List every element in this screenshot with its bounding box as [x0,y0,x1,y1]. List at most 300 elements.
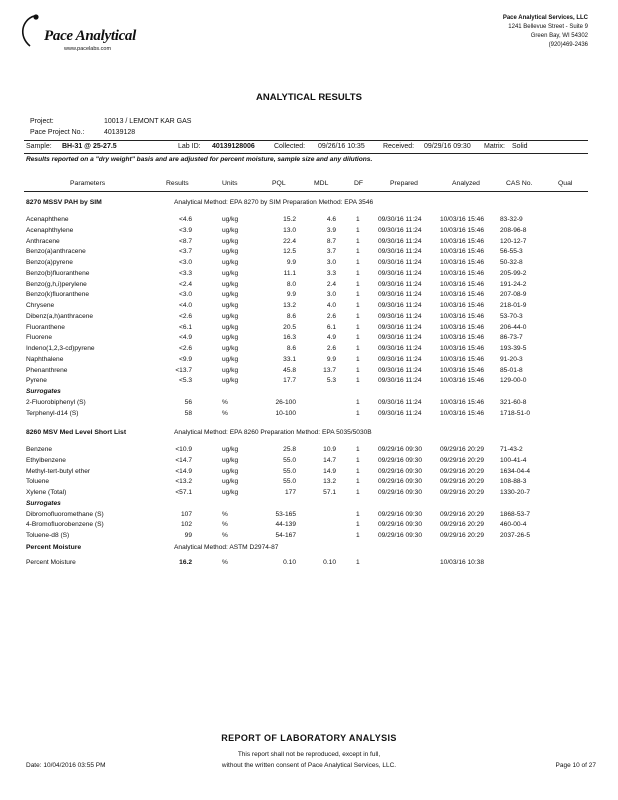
cell-prepared: 09/29/16 09:30 [378,456,422,464]
cell-prepared: 09/30/16 11:24 [378,398,422,406]
table-row [0,259,618,269]
report-date: Date: 10/04/2016 03:55 PM [26,762,106,769]
received-value: 09/29/16 09:30 [424,143,471,150]
cell-cas: 321-60-8 [500,398,527,406]
cell-parameter: Benzo(b)fluoranthene [26,269,90,277]
cell-result: 102 [180,521,192,529]
col-parameters: Parameters [70,180,106,187]
cell-pql: 8.0 [286,280,296,288]
cell-units: ug/kg [222,216,239,223]
cell-units: ug/kg [222,302,239,309]
lab-city: Green Bay, WI 54302 [530,33,588,39]
col-df: DF [354,180,364,187]
cell-df: 1 [356,398,360,406]
cell-units: % [222,409,228,417]
cell-parameter: Surrogates [26,499,61,507]
lab-logo [22,22,142,58]
cell-cas: 1868-53-7 [500,510,531,518]
cell-pql: 9.9 [286,259,296,266]
cell-parameter: Benzo(g,h,i)perylene [26,280,87,288]
cell-result: <2.6 [178,312,192,320]
cell-cas: 207-08-9 [500,291,527,299]
cell-parameter: 2-Fluorobiphenyl (S) [26,398,86,406]
cell-cas: 2037-26-5 [500,532,531,539]
cell-cas: 83-32-9 [500,216,523,223]
cell-result: <3.9 [178,226,192,234]
table-row [0,238,618,248]
col-results: Results [166,180,189,187]
footer-line1: This report shall not be reproduced, except in full, [237,751,381,758]
cell-units: % [222,510,228,518]
cell-pql: 22.4 [283,237,296,245]
cell-analyzed: 10/03/16 15:46 [440,269,484,277]
cell-analyzed: 10/03/16 15:46 [440,334,484,342]
cell-prepared: 09/30/16 11:24 [378,334,422,342]
cell-cas: 71-43-2 [500,446,523,453]
section-header [0,429,618,439]
cell-parameter: Acenaphthene [26,216,69,223]
cell-units: ug/kg [222,478,239,486]
cell-result: <57.1 [175,489,192,496]
cell-result: <10.9 [175,446,192,453]
cell-prepared: 09/29/16 09:30 [378,478,422,486]
cell-parameter: Fluoranthene [26,323,65,331]
cell-parameter: Fluorene [26,334,53,342]
table-row [0,457,618,467]
cell-analyzed: 10/03/16 15:46 [440,355,484,363]
logo-url: www.pacelabs.com [64,46,112,52]
col-qual: Qual [558,180,573,187]
cell-prepared: 09/30/16 11:24 [378,259,422,266]
cell-mdl: 9.9 [326,355,336,363]
cell-parameter: Ethylbenzene [26,456,66,464]
cell-mdl: 13.7 [323,366,336,374]
cell-parameter: Dibromofluoromethane (S) [26,510,104,518]
cell-mdl: 5.3 [326,377,336,385]
cell-cas: 205-99-2 [500,269,527,277]
cell-result: <3.0 [178,291,192,299]
footer-title: REPORT OF LABORATORY ANALYSIS [221,733,397,743]
cell-cas: 1718-51-0 [500,409,531,417]
cell-pql: 26-100 [275,398,296,406]
cell-cas: 56-55-3 [500,248,523,256]
col-mdl: MDL [314,180,329,187]
cell-mdl: 14.9 [323,467,336,475]
cell-cas: 50-32-8 [500,259,523,266]
cell-df: 1 [356,366,360,374]
cell-df: 1 [356,377,360,385]
cell-mdl: 13.2 [323,478,336,486]
cell-mdl: 8.7 [326,237,336,245]
cell-cas: 206-44-0 [500,323,527,331]
table-row [0,478,618,488]
col-pql: PQL [272,180,286,187]
table-row [0,356,618,366]
cell-analyzed: 10/03/16 10:38 [440,559,484,566]
cell-pql: 54-167 [275,532,296,539]
cell-mdl: 2.6 [326,345,336,352]
cell-mdl: 2.6 [326,312,336,320]
table-row [0,345,618,355]
cell-prepared: 09/30/16 11:24 [378,377,422,385]
cell-units: ug/kg [222,355,239,363]
table-row [0,559,618,569]
cell-parameter: Pyrene [26,377,47,385]
cell-cas: 120-12-7 [500,237,527,245]
cell-prepared: 09/30/16 11:24 [378,269,422,277]
cell-result: <3.0 [178,259,192,266]
section-method: Analytical Method: EPA 8270 by SIM Preparation Method: EPA 3546 [174,199,374,206]
cell-pql: 20.5 [283,323,296,331]
cell-pql: 53-165 [275,510,296,518]
lab-name: Pace Analytical Services, LLC [502,15,588,21]
cell-mdl: 3.0 [326,291,336,299]
cell-mdl: 14.7 [323,456,336,464]
cell-mdl: 6.1 [326,323,336,331]
cell-prepared: 09/30/16 11:24 [378,323,422,331]
cell-parameter: Benzo(a)pyrene [26,259,73,266]
cell-units: ug/kg [222,323,239,331]
cell-prepared: 09/30/16 11:24 [378,366,422,374]
cell-prepared: 09/29/16 09:30 [378,510,422,518]
cell-mdl: 3.9 [326,226,336,234]
table-row [0,248,618,258]
table-row [0,388,618,398]
cell-analyzed: 10/03/16 15:46 [440,280,484,288]
sample-value: BH-31 @ 25-27.5 [62,143,117,150]
table-row [0,216,618,226]
table-row [0,511,618,521]
cell-parameter: Anthracene [26,237,60,245]
cell-units: ug/kg [222,334,239,342]
cell-pql: 15.2 [283,216,296,223]
table-row [0,227,618,237]
cell-df: 1 [356,489,360,496]
cell-units: % [222,559,228,566]
cell-df: 1 [356,226,360,234]
section-method: Analytical Method: ASTM D2974-87 [174,544,279,551]
cell-prepared: 09/30/16 11:24 [378,248,422,256]
cell-prepared: 09/29/16 09:30 [378,467,422,475]
lab-address [503,14,588,50]
cell-df: 1 [356,345,360,352]
cell-df: 1 [356,334,360,342]
cell-analyzed: 10/03/16 15:46 [440,377,484,385]
cell-prepared: 09/30/16 11:24 [378,312,422,320]
cell-pql: 55.0 [283,467,296,475]
cell-df: 1 [356,446,360,453]
cell-parameter: Terphenyl-d14 (S) [26,409,79,417]
cell-mdl: 2.4 [326,280,336,288]
cell-df: 1 [356,259,360,266]
table-row [0,399,618,409]
cell-df: 1 [356,291,360,299]
cell-parameter: Chrysene [26,302,55,309]
cell-pql: 16.3 [283,334,296,342]
cell-units: ug/kg [222,366,239,374]
collected-value: 09/26/16 10:35 [318,143,365,150]
cell-analyzed: 09/29/16 20:29 [440,532,484,539]
cell-analyzed: 10/03/16 15:46 [440,345,484,352]
cell-prepared: 09/29/16 09:30 [378,489,422,496]
table-row [0,468,618,478]
sample-label: Sample: [26,143,52,150]
cell-units: ug/kg [222,269,239,277]
cell-result: <3.7 [178,248,192,256]
cell-result: 99 [184,532,192,539]
cell-parameter: Toluene [26,478,50,486]
cell-prepared: 09/30/16 11:24 [378,355,422,363]
lab-phone: (920)469-2436 [548,42,588,48]
cell-mdl: 10.9 [323,446,336,453]
cell-analyzed: 09/29/16 20:29 [440,489,484,496]
page-number: Page 10 of 27 [555,762,596,769]
cell-mdl: 4.0 [326,302,336,309]
cell-df: 1 [356,559,360,566]
cell-analyzed: 09/29/16 20:29 [440,446,484,453]
table-row [0,313,618,323]
cell-cas: 1330-20-7 [500,489,531,496]
divider [24,153,588,154]
cell-analyzed: 10/03/16 15:46 [440,226,484,234]
logo-text: Pace Analytical [44,28,137,44]
footer-line2: without the written consent of Pace Analytical Services, LLC. [221,762,397,769]
cell-result: <13.7 [175,366,192,374]
cell-result: <8.7 [178,237,192,245]
cell-df: 1 [356,248,360,256]
cell-cas: 129-00-0 [500,377,527,385]
cell-analyzed: 10/03/16 15:46 [440,248,484,256]
cell-df: 1 [356,467,360,475]
cell-units: ug/kg [222,226,239,234]
cell-pql: 177 [284,489,296,496]
report-title: ANALYTICAL RESULTS [256,92,362,103]
cell-prepared: 09/29/16 09:30 [378,446,422,453]
cell-result: <4.0 [178,302,192,309]
cell-prepared: 09/30/16 11:24 [378,226,422,234]
cell-pql: 8.6 [286,312,296,320]
cell-df: 1 [356,355,360,363]
cell-parameter: Benzo(a)anthracene [26,248,86,256]
cell-pql: 9.9 [286,291,296,299]
section-method: Analytical Method: EPA 8260 Preparation Method: EPA 5035/5030B [174,429,372,436]
table-header [0,180,618,190]
cell-parameter: 4-Bromofluorobenzene (S) [26,521,104,529]
cell-cas: 85-01-8 [500,366,523,374]
cell-prepared: 09/30/16 11:24 [378,237,422,245]
table-row [0,377,618,387]
cell-cas: 191-24-2 [500,280,527,288]
cell-parameter: Surrogates [26,388,61,395]
cell-pql: 44-139 [275,521,296,529]
cell-prepared: 09/30/16 11:24 [378,409,422,417]
cell-parameter: Benzo(k)fluoranthene [26,291,90,299]
cell-pql: 8.6 [286,345,296,352]
table-row [0,367,618,377]
cell-analyzed: 10/03/16 15:46 [440,259,484,266]
cell-parameter: Xylene (Total) [26,489,67,496]
cell-df: 1 [356,280,360,288]
cell-df: 1 [356,456,360,464]
table-row [0,291,618,301]
cell-result: 56 [184,398,192,406]
cell-units: % [222,521,228,529]
cell-cas: 86-73-7 [500,334,523,342]
matrix-value: Solid [512,143,528,150]
project-label: Project: [30,118,54,125]
cell-units: ug/kg [222,259,239,266]
table-row [0,324,618,334]
cell-units: ug/kg [222,446,239,453]
cell-df: 1 [356,532,360,539]
table-row [0,302,618,312]
cell-units: % [222,398,228,406]
cell-analyzed: 10/03/16 15:46 [440,323,484,331]
cell-mdl: 3.3 [326,269,336,277]
cell-mdl: 4.6 [326,216,336,223]
cell-analyzed: 10/03/16 15:46 [440,409,484,417]
cell-units: ug/kg [222,291,239,299]
cell-pql: 55.0 [283,478,296,486]
pace-project-value: 40139128 [104,129,136,136]
cell-parameter: Percent Moisture [26,559,76,566]
matrix-label: Matrix: [484,143,505,150]
cell-prepared: 09/29/16 09:30 [378,521,422,529]
cell-result: <4.6 [178,216,192,223]
lab-street: 1241 Bellevue Street - Suite 9 [508,24,588,30]
cell-cas: 193-39-5 [500,345,527,352]
cell-mdl: 57.1 [323,489,336,496]
cell-result: <14.7 [175,456,192,464]
cell-analyzed: 10/03/16 15:46 [440,291,484,299]
cell-analyzed: 10/03/16 15:46 [440,366,484,374]
received-label: Received: [383,143,415,150]
cell-result: 16.2 [179,559,192,566]
cell-pql: 12.5 [283,248,296,256]
col-analyzed: Analyzed [452,180,480,187]
section-name: 8270 MSSV PAH by SIM [26,199,102,206]
cell-pql: 10-100 [275,409,296,417]
cell-units: ug/kg [222,248,239,256]
cell-parameter: Methyl-tert-butyl ether [26,467,91,475]
cell-df: 1 [356,521,360,529]
cell-prepared: 09/30/16 11:24 [378,280,422,288]
cell-units: ug/kg [222,345,239,352]
cell-result: <2.6 [178,345,192,352]
cell-parameter: Dibenz(a,h)anthracene [26,312,94,320]
cell-analyzed: 09/29/16 20:29 [440,521,484,529]
section-header [0,199,618,209]
cell-prepared: 09/30/16 11:24 [378,345,422,352]
table-row [0,281,618,291]
cell-units: ug/kg [222,280,239,288]
cell-analyzed: 09/29/16 20:29 [440,467,484,475]
cell-pql: 13.0 [283,226,296,234]
section-name: Percent Moisture [26,544,82,551]
cell-df: 1 [356,269,360,277]
cell-cas: 218-01-9 [500,302,527,309]
cell-analyzed: 09/29/16 20:29 [440,456,484,464]
cell-result: <3.3 [178,269,192,277]
cell-analyzed: 09/29/16 20:29 [440,510,484,518]
table-row [0,446,618,456]
cell-parameter: Phenanthrene [26,366,68,374]
cell-analyzed: 10/03/16 15:46 [440,216,484,223]
cell-prepared: 09/30/16 11:24 [378,291,422,299]
cell-df: 1 [356,216,360,223]
cell-units: ug/kg [222,467,239,475]
collected-label: Collected: [274,143,306,150]
cell-pql: 45.8 [283,366,296,374]
cell-result: <2.4 [178,280,192,288]
cell-df: 1 [356,323,360,331]
divider [24,191,588,192]
col-cas: CAS No. [506,180,533,187]
table-row [0,532,618,542]
col-prepared: Prepared [390,180,418,187]
cell-analyzed: 10/03/16 15:46 [440,398,484,406]
table-row [0,489,618,499]
cell-result: <6.1 [178,323,192,331]
cell-cas: 460-00-4 [500,521,527,529]
cell-df: 1 [356,409,360,417]
cell-df: 1 [356,478,360,486]
divider [24,140,588,141]
cell-parameter: Acenaphthylene [26,226,74,234]
table-row [0,334,618,344]
cell-parameter: Naphthalene [26,355,64,363]
section-name: 8260 MSV Med Level Short List [26,429,127,436]
cell-analyzed: 10/03/16 15:46 [440,312,484,320]
cell-units: ug/kg [222,312,239,320]
cell-result: <5.3 [178,377,192,385]
cell-cas: 1634-04-4 [500,467,531,475]
section-header [0,544,618,554]
cell-df: 1 [356,237,360,245]
cell-pql: 13.2 [283,302,296,309]
basis-note: Results reported on a "dry weight" basis and are adjusted for percent moisture, sample size and any dilutions. [26,156,373,163]
cell-pql: 33.1 [283,355,296,363]
cell-result: 107 [180,510,192,518]
cell-parameter: Toluene-d8 (S) [26,532,70,539]
table-row [0,500,618,510]
cell-analyzed: 10/03/16 15:46 [440,302,484,309]
table-row [0,521,618,531]
cell-pql: 0.10 [283,559,296,566]
cell-result: <9.9 [178,355,192,363]
cell-pql: 17.7 [283,377,296,385]
cell-mdl: 0.10 [323,559,336,566]
cell-units: % [222,532,228,539]
cell-mdl: 3.7 [326,248,336,256]
cell-result: <4.9 [178,334,192,342]
cell-units: ug/kg [222,456,239,464]
cell-parameter: Benzene [26,446,53,453]
cell-analyzed: 09/29/16 20:29 [440,478,484,486]
col-units: Units [222,180,238,187]
table-row [0,270,618,280]
cell-df: 1 [356,302,360,309]
cell-units: ug/kg [222,489,239,496]
cell-cas: 91-20-3 [500,355,523,363]
cell-prepared: 09/29/16 09:30 [378,532,422,539]
cell-df: 1 [356,312,360,320]
project-value: 10013 / LEMONT KAR GAS [104,118,192,125]
cell-analyzed: 10/03/16 15:46 [440,237,484,245]
lab-id-value: 40139128006 [212,143,255,150]
cell-cas: 53-70-3 [500,312,523,320]
cell-units: ug/kg [222,237,239,245]
